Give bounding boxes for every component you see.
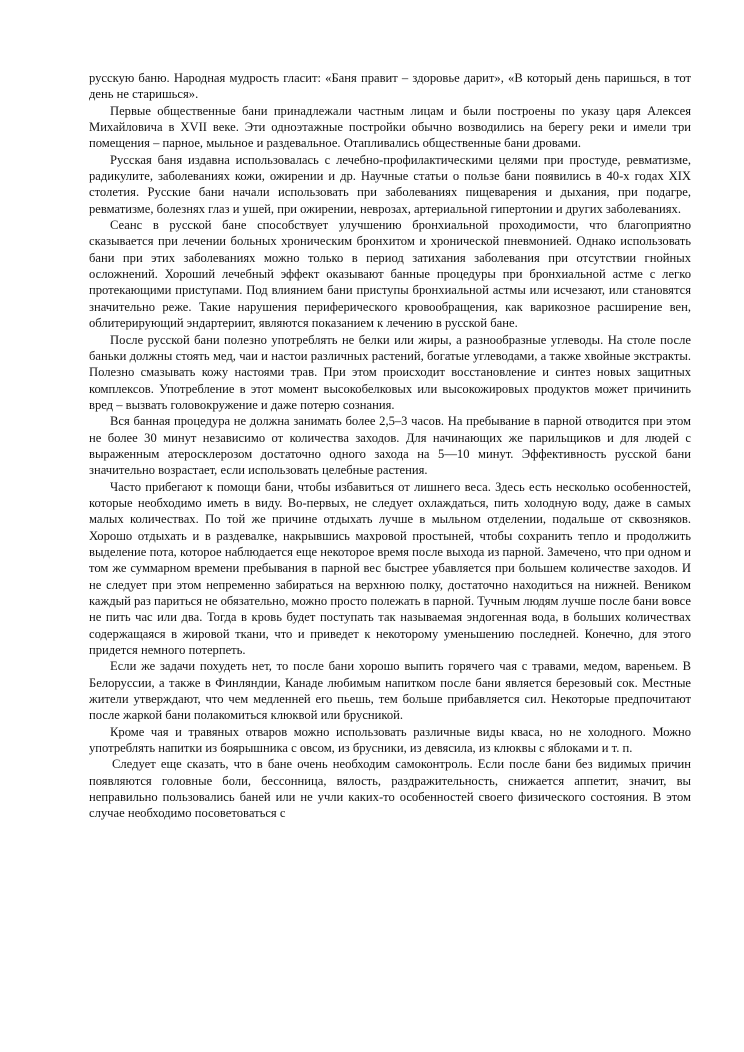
paragraph-6: Вся банная процедура не должна занимать более 2,5–3 часов. На пребывание в парной отводится при этом не более 30 минут независимо от количества заходов. Для начинающих же парильщиков и для людей с выраженным атеросклерозом достаточно одного захода на 5—10 минут. Эффективность русской бани значительно возрастает, если использовать целебные растения. — [89, 414, 691, 478]
paragraph-10: Следует еще сказать, что в бане очень необходим самоконтроль. Если после бани без видимых причин появляются головные боли, бессонница, вялость, раздражительность, снижается аппетит, значит, вы неправильно пользовались баней или не учли каких-то особенностей своего физического состояния. В этом случае необходимо посоветоваться с — [89, 757, 691, 821]
paragraph-5: После русской бани полезно употреблять не белки или жиры, а разнообразные углеводы. На столе после баньки должны стоять мед, чаи и настои различных растений, богатые углеводами, а также хвойные экстракты. Полезно смазывать кожу настоями трав. При этом происходит восстановление и синтез новых защитных комплексов. Употребление в этот момент высокобелковых или высокожировых продуктов может причинить вред – вызвать головокружение и даже потерю сознания. — [89, 332, 691, 412]
paragraph-9: Кроме чая и травяных отваров можно использовать различные виды кваса, но не холодного. Можно употреблять напитки из боярышника с овсом, из брусники, из девясила, из клюквы с яблоками и т. п. — [89, 724, 691, 756]
paragraph-1: русскую баню. Народная мудрость гласит: «Баня правит – здоровье дарит», «В который день паришься, в тот день не старишься». — [89, 71, 691, 102]
paragraph-2: Первые общественные бани принадлежали частным лицам и были построены по указу царя Алексея Михайловича в XVII веке. Эти одноэтажные постройки обычно возводились на берегу реки и имели три помещения – парное, мыльное и раздевальное. Отапливались общественные бани дровами. — [89, 103, 691, 151]
paragraph-7: Часто прибегают к помощи бани, чтобы избавиться от лишнего веса. Здесь есть несколько особенностей, которые необходимо иметь в виду. Во-первых, не следует охлаждаться, пить холодную воду, даже в самых малых количествах. По той же причине отдыхать лучше в мыльном отделении, подальше от сквозняков. Хорошо отдыхать и в раздевалке, накрывшись махровой простыней, чтобы сохранить тепло и продолжить выделение пота, которое наблюдается еще некоторое время после выхода из парной. Замечено, что при одном и том же суммарном времени пребывания в парной вес быстрее убавляется при большем количестве заходов. И не следует при этом непременно забираться на верхнюю полку, достаточно находиться на нижней. Веником каждый раз париться не обязательно, можно просто полежать в парной. Тучным людям лучше после бани вовсе не пить час или два. Тогда в кровь будет поступать так называемая эндогенная вода, в больших количествах содержащаяся в жировой ткани, что и приведет к некоторому уменьшению последней. Конечно, для этого придется немного потерпеть. — [89, 479, 691, 658]
paragraph-3: Русская баня издавна использовалась с лечебно-профилактическими целями при простуде, ревматизме, радикулите, заболеваниях кожи, ожирении и др. Научные статьи о пользе бани появились в 40-х годах XIX столетия. Русские бани начали использовать при заболеваниях пищеварения и дыхания, при подагре, ревматизме, болезнях глаз и ушей, при ожирении, неврозах, артериальной гипертонии и других заболеваниях. — [89, 152, 691, 216]
paragraph-4: Сеанс в русской бане способствует улучшению бронхиальной проходимости, что благоприятно сказывается при лечении больных хроническим бронхитом и хронической пневмонией. Однако использовать бани при этих заболеваниях можно только в период затихания заболевания при отсутствии гнойных осложнений. Хороший лечебный эффект оказывают банные процедуры при бронхиальной астме с легко протекающими приступами. Под влиянием бани приступы бронхиальной астмы или исчезают, или становятся значительно реже. Такие нарушения периферического кровообращения, как варикозное расширение вен, облитерирующий эндартериит, являются показанием к лечению в русской бане. — [89, 218, 691, 331]
document-page — [89, 70, 691, 822]
paragraph-8: Если же задачи похудеть нет, то после бани хорошо выпить горячего чая с травами, медом, вареньем. В Белоруссии, а также в Финляндии, Канаде любимым напитком после бани является березовый сок. Местные жители утверждают, что чем медленней его пьешь, тем больше прибавляется сил. Некоторые предпочитают после жаркой бани полакомиться клюквой или брусникой. — [89, 659, 691, 723]
